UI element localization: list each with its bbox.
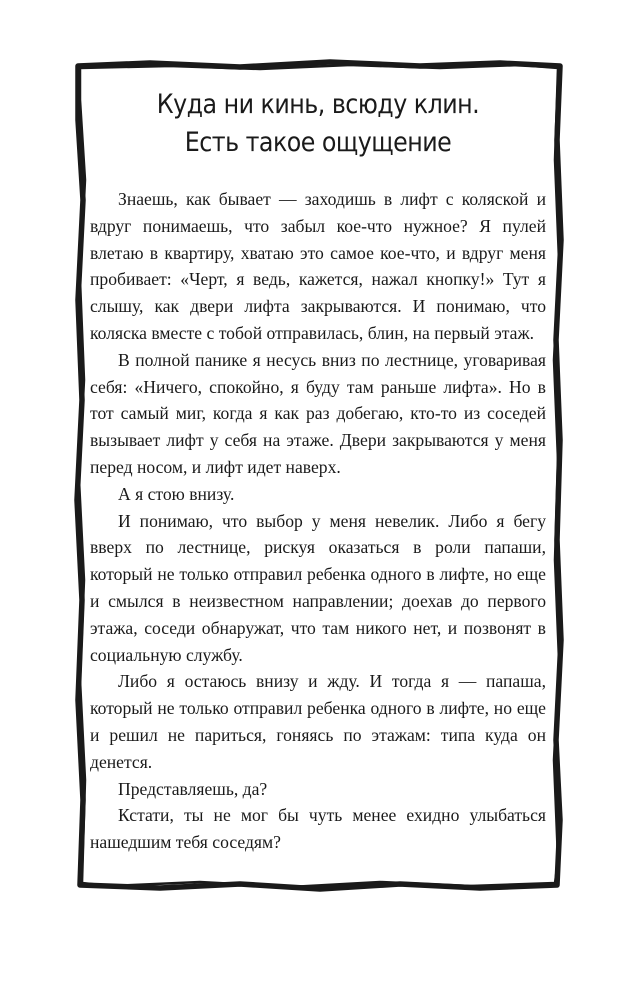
chapter-body [90, 186, 546, 856]
paragraph: И понимаю, что выбор у меня невелик. Либо я бегу вверх по лестнице, рискуя оказаться в роли папаши, который не только отправил ребенка одного в лифте, но еще и смылся в неизвестном направлении; доехав до первого этажа, соседи обнаружат, что там никого нет, и позвонят в социальную службу. [90, 510, 546, 665]
chapter-title [117, 86, 518, 162]
chapter-title-line-2: Есть такое ощущение [184, 127, 452, 158]
paragraph: В полной панике я несусь вниз по лестнице, уговаривая себя: «Ничего, спокойно, я буду там раньше лифта». Но в тот самый миг, когда я как раз добегаю, кто-то из соседей вызывает лифт у себя на этаже. Двери закрываются у меня перед носом, и лифт идет наверх. [90, 349, 546, 477]
paragraph: Либо я остаюсь внизу и жду. И тогда я — папаша, который не только отправил ребенка одного в лифте, но еще и решил не париться, гоняясь по этажам: типа куда он денется. [90, 671, 546, 772]
paragraph: Знаешь, как бывает — заходишь в лифт с коляской и вдруг понимаешь, что забыл кое-что нужное? Я пулей влетаю в квартиру, хватаю это самое кое-что, и вдруг меня пробивает: «Черт, я ведь, кажется, нажал кнопку!» Тут я слышу, как двери лифта закрываются. И понимаю, что коляска вместе с тобой отправилась, блин, на первый этаж. [90, 189, 546, 343]
paragraph: Кстати, ты не мог бы чуть менее ехидно улыбаться нашедшим тебя соседям? [90, 805, 546, 853]
page-content [90, 80, 546, 856]
paragraph: Представляешь, да? [118, 778, 268, 799]
paragraph: А я стою внизу. [118, 483, 235, 504]
chapter-title-line-1: Куда ни кинь, всюду клин. [156, 89, 480, 120]
